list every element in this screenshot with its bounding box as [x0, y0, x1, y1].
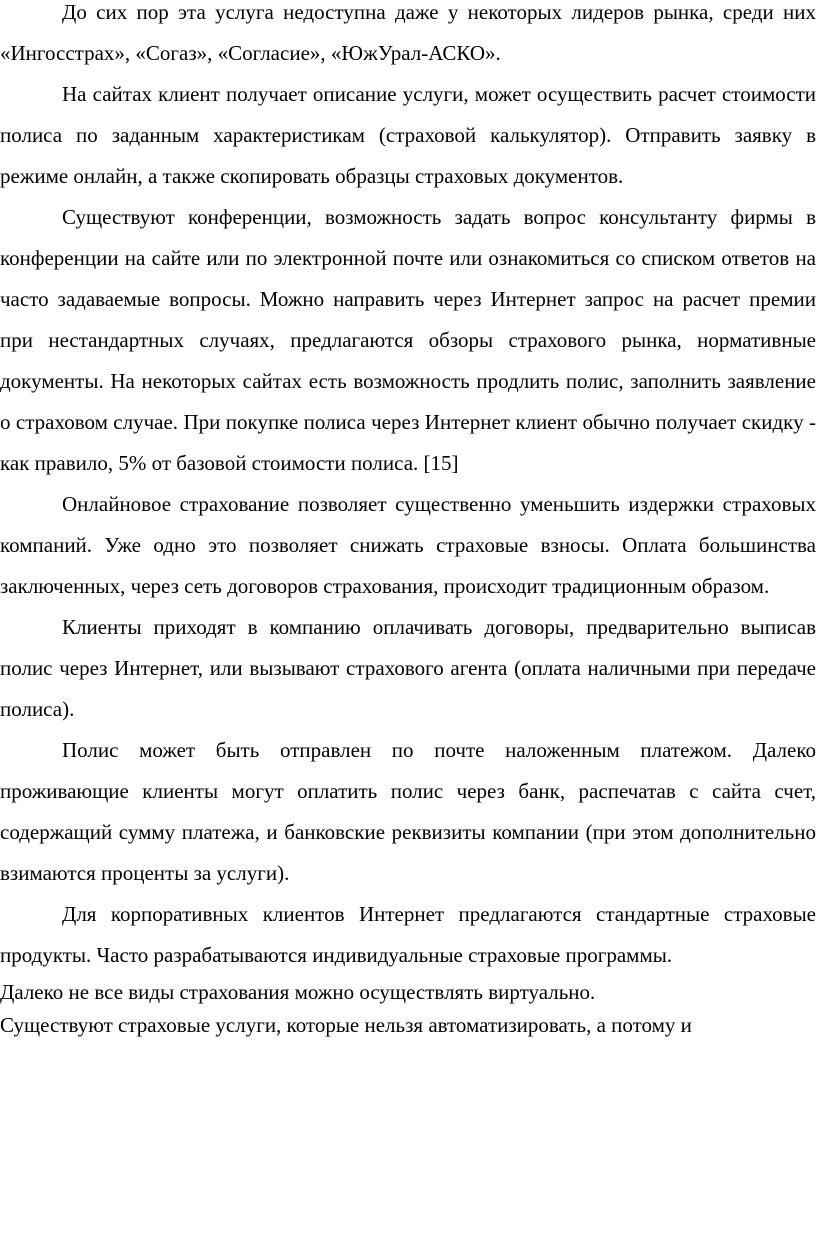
- paragraph-7: Для корпоративных клиентов Интернет предлагаются стандартные страховые продукты. Часто разрабатываются индивидуальные страховые программы.: [0, 902, 816, 967]
- paragraph-1: До сих пор эта услуга недоступна даже у некоторых лидеров рынка, среди них «Ингосстрах», «Согаз», «Согласие», «ЮжУрал-АСКО».: [0, 0, 816, 65]
- paragraph-6: Полис может быть отправлен по почте наложенным платежом. Далеко проживающие клиенты могут оплатить полис через банк, распечатав с сайта счет, содержащий сумму платежа, и банковские реквизиты компании (при этом дополнительно взимаются проценты за услуги).: [0, 738, 816, 885]
- paragraph-4: Онлайновое страхование позволяет существенно уменьшить издержки страховых компаний. Уже одно это позволяет снижать страховые взносы. Оплата большинства заключенных, через сеть договоров страхования, происходит традиционным образом.: [0, 492, 816, 598]
- paragraph-2: На сайтах клиент получает описание услуги, может осуществить расчет стоимости полиса по заданным характеристикам (страховой калькулятор). Отправить заявку в режиме онлайн, а также скопировать образцы страховых документов.: [0, 82, 816, 188]
- paragraph-5: Клиенты приходят в компанию оплачивать договоры, предварительно выписав полис через Интернет, или вызывают страхового агента (оплата наличными при передаче полиса).: [0, 615, 816, 721]
- paragraph-3: Существуют конференции, возможность задать вопрос консультанту фирмы в конференции на сайте или по электронной почте или ознакомиться со списком ответов на часто задаваемые вопросы. Можно направить через Интернет запрос на расчет премии при нестандартных случаях, предлагаются обзоры страхового рынка, нормативные документы. На некоторых сайтах есть возможность продлить полис, заполнить заявление о страховом случае. При покупке полиса через Интернет клиент обычно получает скидку - как правило, 5% от базовой стоимости полиса. [15]: [0, 205, 816, 475]
- paragraph-9-partial: Существуют страховые услуги, которые нельзя автоматизировать, а потому и: [0, 1013, 692, 1037]
- paragraph-8: Далеко не все виды страхования можно осуществлять виртуально.: [0, 980, 596, 1004]
